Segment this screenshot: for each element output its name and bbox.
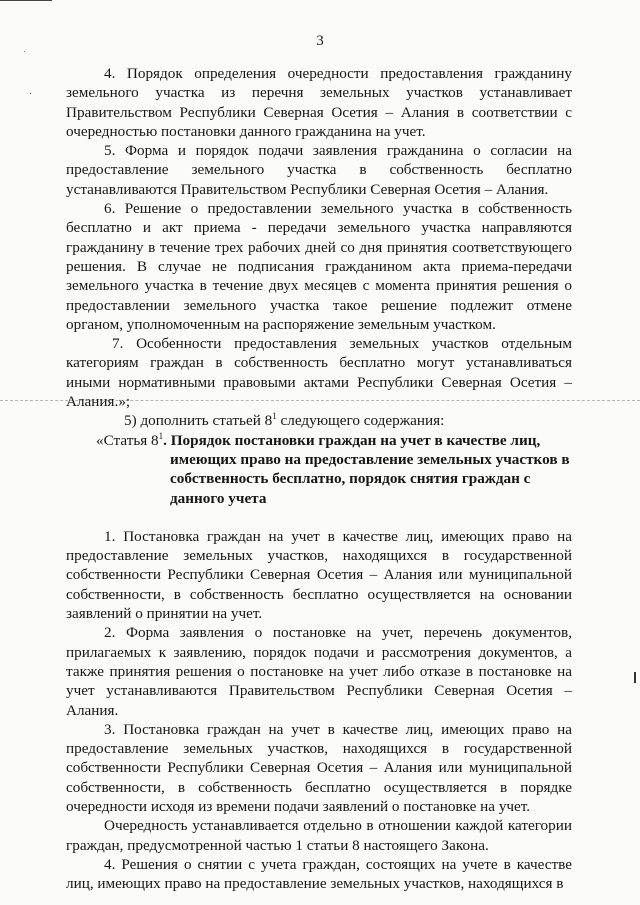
article-paragraph-queue: Очередность устанавливается отдельно в отношении каждой категории граждан, предусмотренной частью 1 статьи 8 настоящего Закона.	[66, 817, 572, 854]
scan-edge-mark	[0, 0, 52, 1]
article-paragraph-3: 3. Постановка граждан на учет в качестве лиц, имеющих право на предоставление земельных участков, находящихся в государственной собственности Республики Северная Осетия – Алания или муниципальной собственности, в собственность бесплатно осуществляется в порядке очередности исходя из времени подачи заявлений о постановке на учет.	[66, 720, 572, 815]
spacer	[66, 508, 572, 527]
paragraph-5: 5. Форма и порядок подачи заявления гражданина о согласии на предоставление земельного участка в собственность бесплатно устанавливаются Правительством Республики Северная Осетия – Алания.	[66, 142, 572, 198]
article-dot: .	[163, 431, 171, 449]
article-heading	[66, 431, 572, 450]
page-number: 3	[316, 33, 324, 49]
document-body	[66, 64, 572, 893]
amendment-item-text-after: следующего содержания:	[276, 412, 445, 430]
amendment-item-text: 5) дополнить статьей 8	[124, 412, 273, 430]
amendment-item	[66, 411, 572, 430]
scan-speck	[30, 93, 31, 94]
article-title-first-line: Порядок постановки граждан на учет в качестве лиц,	[170, 431, 541, 449]
article-number-sup: 1	[158, 430, 164, 441]
scan-edge-mark	[634, 672, 636, 683]
article-number: «Статья 8	[96, 431, 159, 449]
amendment-item-sup: 1	[272, 411, 277, 422]
scan-speck	[24, 51, 25, 52]
article-title-continuation: имеющих право на предоставление земельных участков в собственность бесплатно, порядок снятия граждан с данного учета	[170, 450, 570, 507]
paragraph-4: 4. Порядок определения очередности предоставления гражданину земельного участка из перечня земельных участков устанавливает Правительством Республики Северная Осетия – Алания в соответствии с очередностью постановки данного гражданина на учет.	[66, 65, 572, 140]
paragraph-7: 7. Особенности предоставления земельных участков отдельным категориям граждан в собственность бесплатно могут устанавливаться иными нормативными правовыми актами Республики Северная Осетия – Алания.»;	[66, 335, 572, 411]
article-paragraph-4: 4. Решения о снятии с учета граждан, состоящих на учете в качестве лиц, имеющих право на предоставление земельных участков, находящихся в	[66, 855, 572, 893]
article-paragraph-2: 2. Форма заявления о постановке на учет, перечень документов, прилагаемых к заявлению, порядок подачи и рассмотрения документов, а также принятия решения о постановке на учет либо отказе в постановке на учет устанавливаются Правительством Республики Северная Осетия – Алания.	[66, 624, 572, 719]
article-paragraph-1: 1. Постановка граждан на учет в качестве лиц, имеющих право на предоставление земельных участков, находящихся в государственной собственности Республики Северная Осетия – Алания или муниципальной собственности, в собственность бесплатно осуществляется на основании заявлений о принятии на учет.	[66, 527, 572, 623]
paragraph-6: 6. Решение о предоставлении земельного участка в собственность бесплатно и акт приема - передачи земельного участка направляются гражданину в течение трех рабочих дней со дня принятия соответствующего решения. В случае не подписания гражданином акта приема-передачи земельного участка в течение двух месяцев с момента принятия решения о предоставлении земельного участка такое решение подлежит отмене органом, уполномоченным на распоряжение земельным участком.	[66, 200, 572, 333]
